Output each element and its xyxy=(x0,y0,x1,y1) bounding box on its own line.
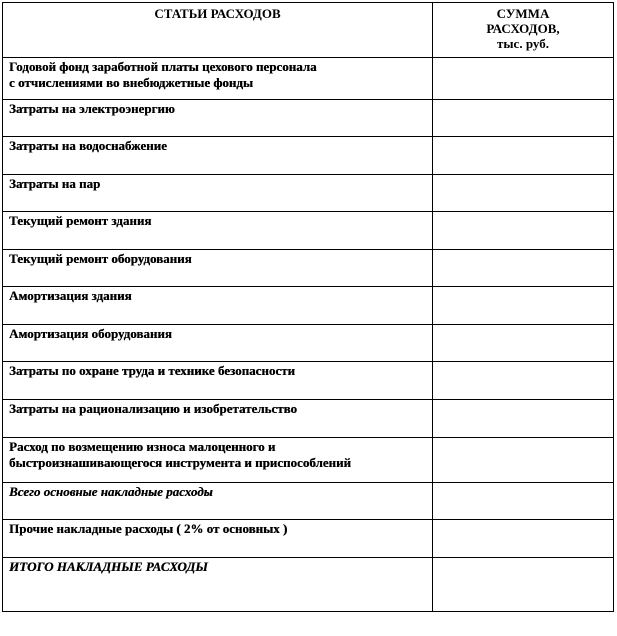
row-sum-cell[interactable] xyxy=(433,287,614,325)
row-sum-cell[interactable] xyxy=(433,175,614,212)
row-label: Текущий ремонт оборудования xyxy=(3,250,433,287)
row-label-line-1: Расход по возмещению износа малоценного и xyxy=(9,439,276,454)
header-expense-sum xyxy=(433,3,614,58)
table-row xyxy=(3,100,614,137)
row-label: Амортизация оборудования xyxy=(3,325,433,362)
row-label xyxy=(3,58,433,100)
row-label: Текущий ремонт здания xyxy=(3,212,433,250)
row-label-total: ИТОГО НАКЛАДНЫЕ РАСХОДЫ xyxy=(3,558,433,612)
row-label xyxy=(3,438,433,483)
row-sum-cell[interactable] xyxy=(433,58,614,100)
row-label: Амортизация здания xyxy=(3,287,433,325)
row-sum-cell[interactable] xyxy=(433,137,614,175)
table-row xyxy=(3,287,614,325)
header-expense-items: СТАТЬИ РАСХОДОВ xyxy=(3,3,433,58)
table-row xyxy=(3,58,614,100)
row-sum-cell[interactable] xyxy=(433,558,614,612)
row-sum-cell[interactable] xyxy=(433,438,614,483)
table-row xyxy=(3,212,614,250)
row-label: Затраты на электроэнергию xyxy=(3,100,433,137)
row-label: Затраты на рационализацию и изобретательство xyxy=(3,400,433,438)
row-label: Затраты на водоснабжение xyxy=(3,137,433,175)
row-label-line-2: быстроизнашивающегося инструмента и приспособлений xyxy=(9,455,351,470)
row-label: Прочие накладные расходы ( 2% от основных ) xyxy=(3,520,433,558)
row-sum-cell[interactable] xyxy=(433,100,614,137)
row-sum-cell[interactable] xyxy=(433,362,614,400)
table-row xyxy=(3,175,614,212)
header-sum-line-2: РАСХОДОВ, xyxy=(486,21,560,36)
table-header-row xyxy=(3,3,614,58)
table-row xyxy=(3,483,614,520)
row-sum-cell[interactable] xyxy=(433,483,614,520)
table-row xyxy=(3,137,614,175)
row-label: Затраты по охране труда и технике безопасности xyxy=(3,362,433,400)
table-row xyxy=(3,325,614,362)
row-label: Затраты на пар xyxy=(3,175,433,212)
row-sum-cell[interactable] xyxy=(433,250,614,287)
table-row xyxy=(3,400,614,438)
table-row xyxy=(3,250,614,287)
row-sum-cell[interactable] xyxy=(433,520,614,558)
row-sum-cell[interactable] xyxy=(433,212,614,250)
table-row xyxy=(3,438,614,483)
row-label-line-2: с отчислениями во внебюджетные фонды xyxy=(9,75,254,90)
header-sum-line-3: тыс. руб. xyxy=(497,36,549,51)
row-sum-cell[interactable] xyxy=(433,325,614,362)
table-row xyxy=(3,362,614,400)
row-label-line-1: Годовой фонд заработной платы цехового персонала xyxy=(9,59,317,74)
row-label-subtotal: Всего основные накладные расходы xyxy=(3,483,433,520)
table-row xyxy=(3,520,614,558)
header-sum-line-1: СУММА xyxy=(496,6,550,21)
table-row xyxy=(3,558,614,612)
expenses-table xyxy=(2,2,614,612)
row-sum-cell[interactable] xyxy=(433,400,614,438)
